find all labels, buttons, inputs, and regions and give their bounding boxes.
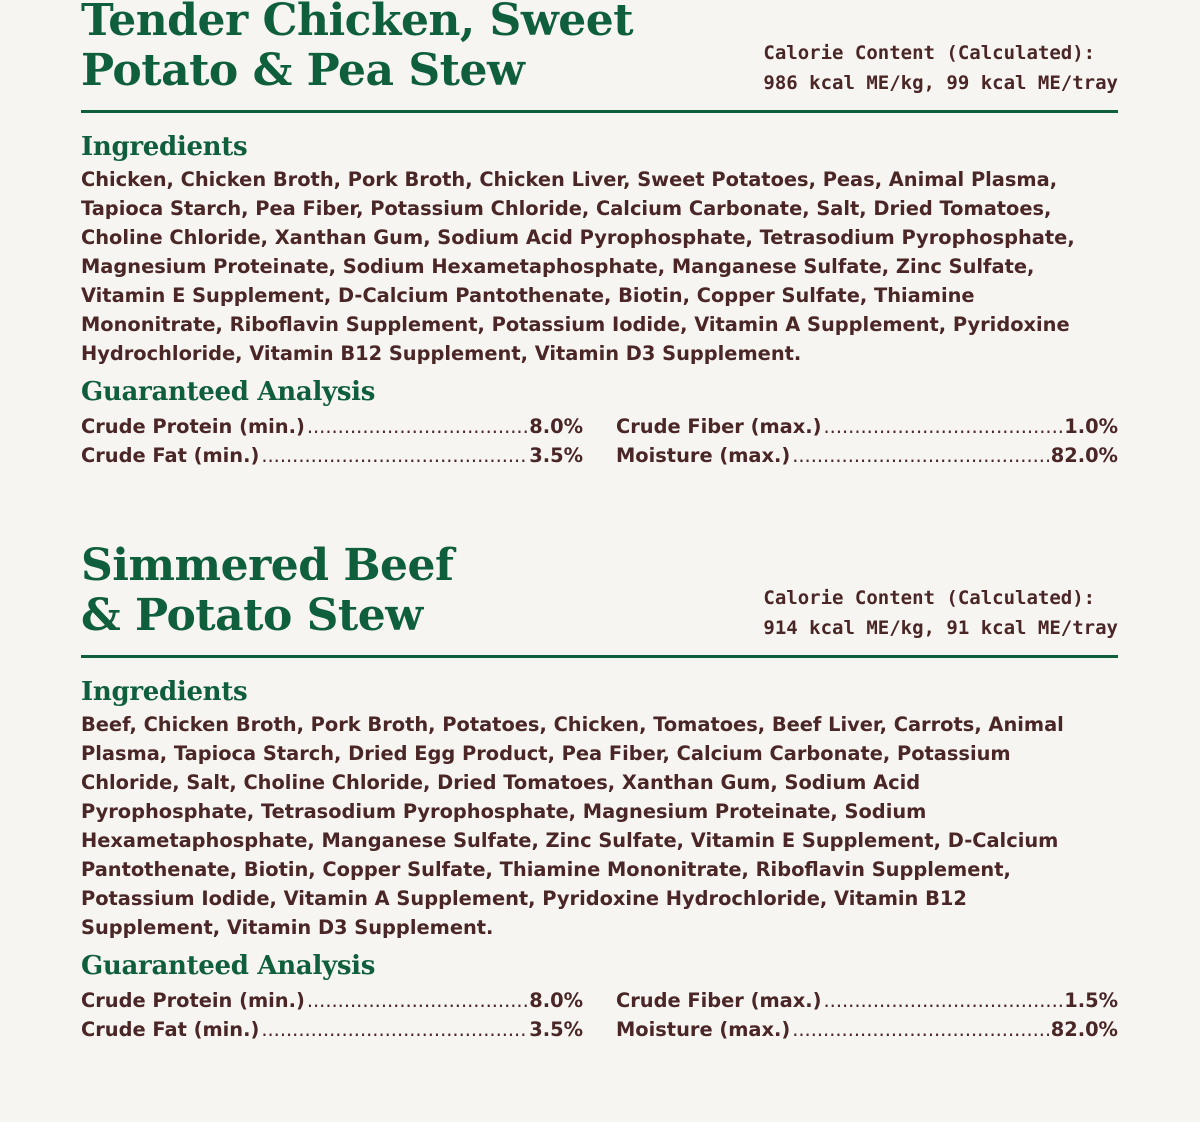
calorie-label: Calorie Content (Calculated): xyxy=(763,42,1096,64)
guaranteed-analysis-heading: Guaranteed Analysis xyxy=(81,377,376,407)
calorie-value: 914 kcal ME/kg, 91 kcal ME/tray xyxy=(763,617,1118,639)
analysis-row-moisture xyxy=(616,441,1118,470)
dot-leader xyxy=(261,1015,527,1044)
recipe-title-line2: Potato & Pea Stew xyxy=(81,45,525,96)
ingredients-list: Beef, Chicken Broth, Pork Broth, Potatoes, Chicken, Tomatoes, Beef Liver, Carrots, Animal Plasma, Tapioca Starch, Dried Egg Product, Pea Fiber, Calcium Carbonate, Potassium Chloride, Salt, Choline Chloride, Dried Tomatoes, Xanthan Gum, Sodium Acid Pyrophosphate, Tetrasodium Pyrophosphate, Magnesium Proteinate, Sodium Hexametaphosphate, Manganese Sulfate, Zinc Sulfate, Vitamin E Supplement, D-Calcium Pantothenate, Biotin, Copper Sulfate, Thiamine Mononitrate, Riboflavin Supplement, Potassium Iodide, Vitamin A Supplement, Pyridoxine Hydrochloride, Vitamin B12 Supplement, Vitamin D3 Supplement. xyxy=(81,713,1064,939)
calorie-value: 986 kcal ME/kg, 99 kcal ME/tray xyxy=(763,72,1118,94)
recipe-header xyxy=(81,0,1118,113)
analysis-row-crude-protein xyxy=(81,986,583,1015)
analysis-row-crude-protein xyxy=(81,412,583,441)
analysis-label: Moisture (max.) xyxy=(616,1018,791,1041)
analysis-label: Crude Fat (min.) xyxy=(81,444,260,467)
ingredients-heading: Ingredients xyxy=(81,677,248,707)
analysis-label: Crude Protein (min.) xyxy=(81,989,305,1012)
recipe-title-line2: & Potato Stew xyxy=(81,590,423,641)
recipe-header xyxy=(81,540,1118,658)
calorie-content xyxy=(763,38,1118,98)
analysis-row-moisture xyxy=(616,1015,1118,1044)
analysis-label: Crude Fiber (max.) xyxy=(616,415,822,438)
ingredients-heading: Ingredients xyxy=(81,132,248,162)
guaranteed-analysis-table xyxy=(81,412,1118,470)
calorie-label: Calorie Content (Calculated): xyxy=(763,587,1096,609)
calorie-content xyxy=(763,583,1118,643)
dot-leader xyxy=(824,986,1063,1015)
analysis-value: 8.0% xyxy=(529,989,583,1012)
analysis-value: 3.5% xyxy=(529,1018,583,1041)
analysis-label: Crude Protein (min.) xyxy=(81,415,305,438)
dot-leader xyxy=(261,441,527,470)
recipe-section-beef xyxy=(81,540,1118,1044)
dot-leader xyxy=(792,441,1048,470)
analysis-label: Moisture (max.) xyxy=(616,444,791,467)
analysis-label: Crude Fiber (max.) xyxy=(616,989,822,1012)
analysis-row-crude-fat xyxy=(81,441,583,470)
analysis-value: 1.0% xyxy=(1064,415,1118,438)
recipe-title xyxy=(81,0,701,96)
analysis-row-crude-fat xyxy=(81,1015,583,1044)
recipe-title-line1: Tender Chicken, Sweet xyxy=(81,0,634,46)
dot-leader xyxy=(307,412,527,441)
analysis-value: 82.0% xyxy=(1050,1018,1118,1041)
divider-rule xyxy=(81,110,1118,113)
analysis-value: 8.0% xyxy=(529,415,583,438)
dot-leader xyxy=(792,1015,1048,1044)
guaranteed-analysis-table xyxy=(81,986,1118,1044)
analysis-row-crude-fiber xyxy=(616,412,1118,441)
recipe-title-line1: Simmered Beef xyxy=(81,540,454,591)
analysis-row-crude-fiber xyxy=(616,986,1118,1015)
dot-leader xyxy=(307,986,527,1015)
analysis-value: 82.0% xyxy=(1050,444,1118,467)
guaranteed-analysis-heading: Guaranteed Analysis xyxy=(81,951,376,981)
ingredients-list: Chicken, Chicken Broth, Pork Broth, Chicken Liver, Sweet Potatoes, Peas, Animal Plasma, Tapioca Starch, Pea Fiber, Potassium Chloride, Calcium Carbonate, Salt, Dried Tomatoes, Choline Chloride, Xanthan Gum, Sodium Acid Pyrophosphate, Tetrasodium Pyrophosphate, Magnesium Proteinate, Sodium Hexametaphosphate, Manganese Sulfate, Zinc Sulfate, Vitamin E Supplement, D-Calcium Pantothenate, Biotin, Copper Sulfate, Thiamine Mononitrate, Riboflavin Supplement, Potassium Iodide, Vitamin A Supplement, Pyridoxine Hydrochloride, Vitamin B12 Supplement, Vitamin D3 Supplement. xyxy=(81,168,1075,365)
analysis-label: Crude Fat (min.) xyxy=(81,1018,260,1041)
recipe-section-chicken xyxy=(81,0,1118,470)
dot-leader xyxy=(824,412,1063,441)
analysis-value: 3.5% xyxy=(529,444,583,467)
recipe-title xyxy=(81,541,701,641)
divider-rule xyxy=(81,655,1118,658)
analysis-value: 1.5% xyxy=(1064,989,1118,1012)
